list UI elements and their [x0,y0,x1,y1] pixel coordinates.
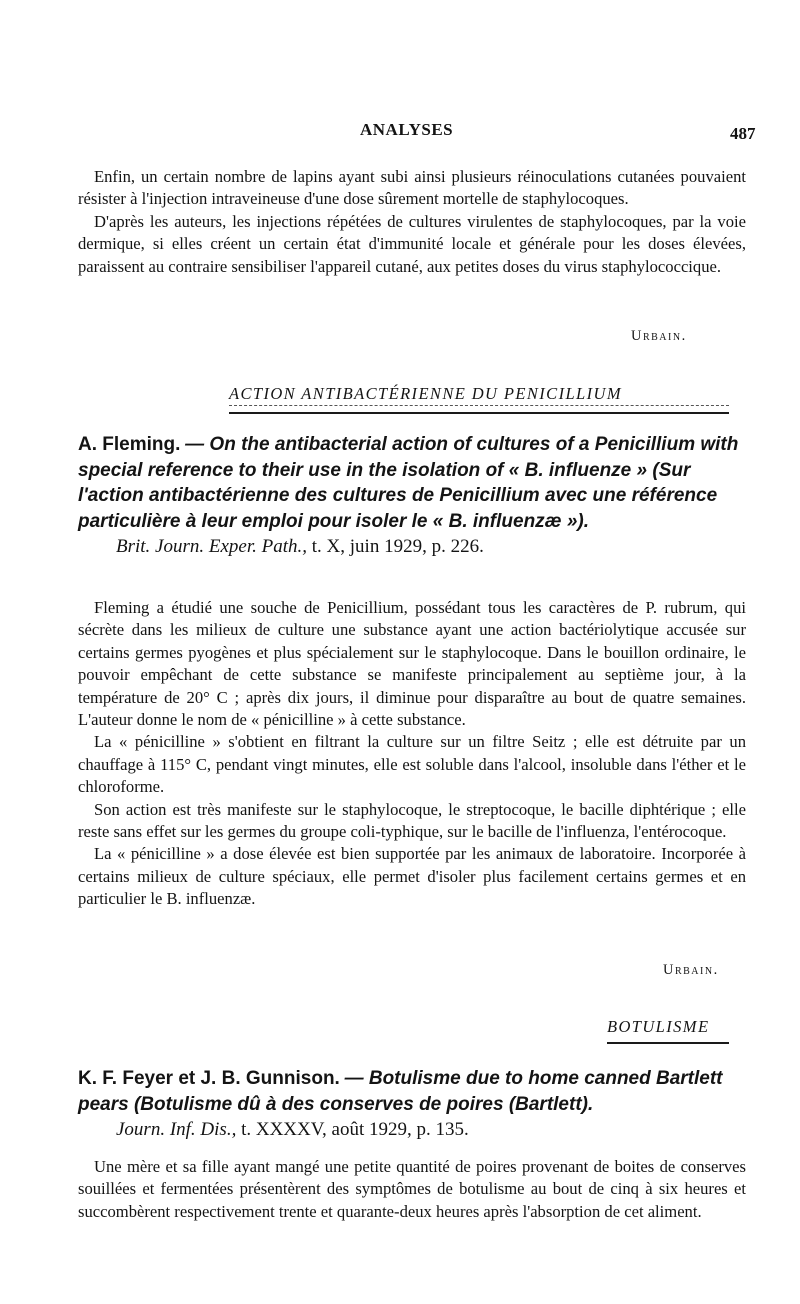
heading-underline [607,1042,729,1044]
running-title: ANALYSES [360,120,454,139]
section-heading-botulisme: BOTULISME [607,1017,710,1036]
ref-title: — Botulisme due to home canned Bartlett pears (Botulisme dû à des conserves de poires (Bartlett). [78,1068,723,1115]
ref-title: — On the antibacterial action of cultures of a Penicillium with special reference to their use in the isolation of « B. influenze » (Sur l'action antibactérienne des cultures de Penicillium avec une référence particulière à leur emploi pour isoler le « B. influenzæ »). [78,434,739,532]
ref-details: t. XXXXV, août 1929, p. 135. [241,1119,469,1140]
body-paragraph: Enfin, un certain nombre de lapins ayant subi ainsi plusieurs réinoculations cutanées pouvaient résister à l'injection intraveineuse d'une dose sûrement mortelle de staphylocoques. [78,167,746,209]
section-1-body [78,166,746,278]
ref-authors: K. F. Feyer et J. B. Gunnison. [78,1068,340,1089]
section-heading-penicillium: ACTION ANTIBACTÉRIENNE DU PENICILLIUM [229,384,622,403]
bibliographic-reference-feyer [78,1066,750,1143]
ref-journal: Journ. Inf. Dis., [116,1119,237,1140]
body-paragraph: La « pénicilline » s'obtient en filtrant la culture sur un filtre Seitz ; elle est détruite par un chauffage à 115° C, pendant vingt minutes, elle est soluble dans l'alcool, insoluble dans l'éther et le chloroforme. [78,732,746,797]
ref-journal: Brit. Journ. Exper. Path., [116,536,308,557]
body-paragraph: La « pénicilline » a dose élevée est bien supportée par les animaux de laboratoire. Incorporée à certains milieux de culture spéciaux, elle permet d'isoler plus facilement certains germes et en particulier le B. influenzæ. [78,844,746,909]
author-signature: Urbain. [663,962,719,978]
ref-authors: A. Fleming. [78,434,181,455]
section-2-body [78,597,746,911]
page-number: 487 [730,124,756,143]
heading-underline-dotted [229,405,729,406]
body-paragraph: D'après les auteurs, les injections répétées de cultures virulentes de staphylocoques, par la voie dermique, si elles créent un certain état d'immunité locale et générale pour les doses élevées, paraissent au contraire sensibiliser l'appareil cutané, aux petites doses du virus staphylococcique. [78,211,746,276]
section-3-body [78,1156,746,1223]
running-header [0,120,800,144]
ref-details: t. X, juin 1929, p. 226. [311,536,484,557]
author-signature: Urbain. [631,328,687,344]
bibliographic-reference-fleming [78,432,750,560]
body-paragraph: Une mère et sa fille ayant mangé une petite quantité de poires provenant de boites de conserves souillées et fermentées présentèrent des symptômes de botulisme au bout de cinq à six heures et succombèrent respectivement trente et quarante-deux heures après l'absorption de cet aliment. [78,1157,746,1221]
body-paragraph: Son action est très manifeste sur le staphylocoque, le streptocoque, le bacille diphtérique ; elle reste sans effet sur les germes du groupe coli-typhique, sur le bacille de l'influenza, l'entérocoque. [78,799,746,842]
body-paragraph: Fleming a étudié une souche de Penicillium, possédant tous les caractères de P. rubrum, qui sécrète dans les milieux de culture une substance ayant une action bactériolytique accusée sur certains germes pyogènes et plus spécialement sur le staphylocoque. Dans le bouillon ordinaire, le pouvoir empêchant de cette substance se manifeste principalement au septième jour, à la température de 20° C ; après dix jours, il diminue pour disparaître au bout de quatre semaines. L'auteur donne le nom de « pénicilline » à cette substance. [78,598,746,730]
heading-underline [229,412,729,414]
